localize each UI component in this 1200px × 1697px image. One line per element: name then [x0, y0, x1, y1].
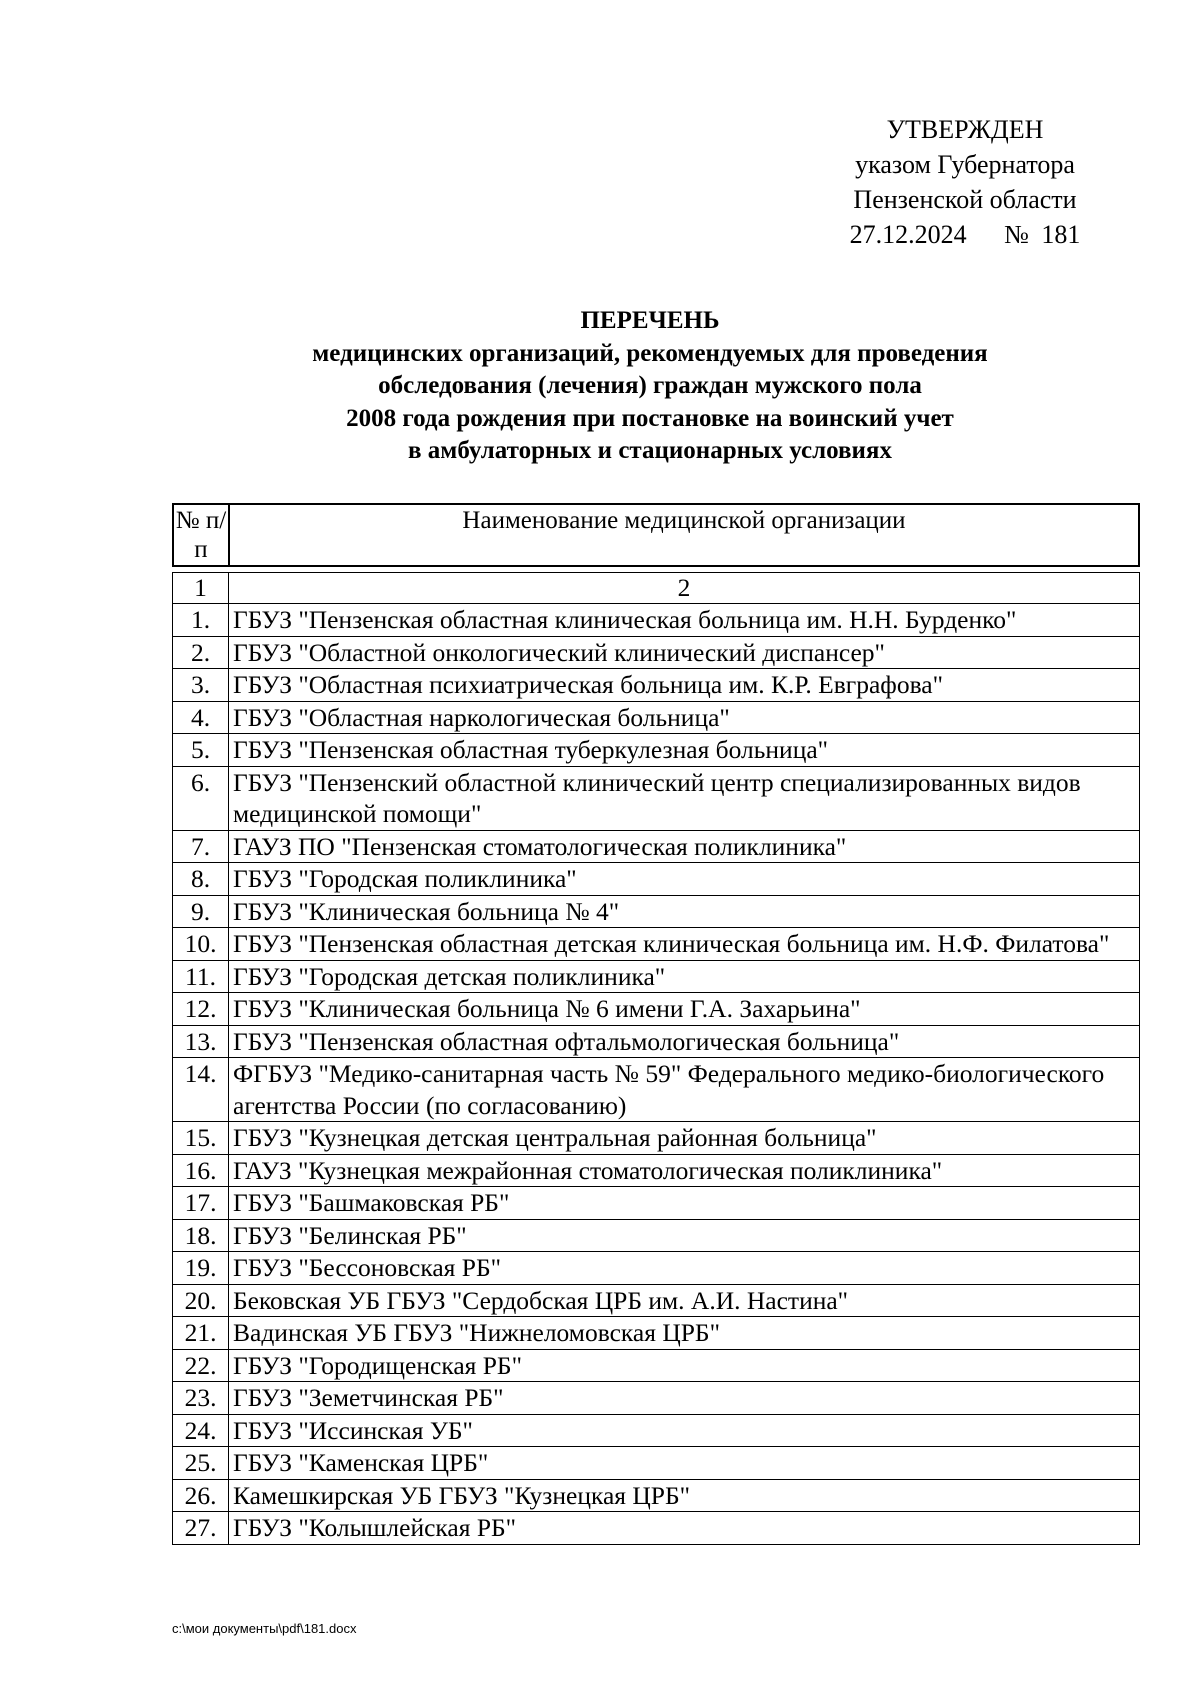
row-number: 1.	[173, 604, 229, 637]
organization-name: ГБУЗ "Башмаковская РБ"	[229, 1187, 1140, 1220]
table-header	[172, 503, 1140, 567]
organization-name: ГБУЗ "Городищенская РБ"	[229, 1349, 1140, 1382]
approval-date-number: 27.12.2024 № 181	[849, 220, 1081, 249]
heading-title: ПЕРЕЧЕНЬ	[580, 307, 720, 334]
table-row	[173, 1154, 1140, 1187]
organization-name: ГБУЗ "Пензенская областная офтальмологическая больница"	[229, 1025, 1140, 1058]
table-row	[173, 993, 1140, 1026]
row-number: 20.	[173, 1284, 229, 1317]
row-number: 23.	[173, 1382, 229, 1415]
table-row	[173, 928, 1140, 961]
organization-name: ГБУЗ "Бессоновская РБ"	[229, 1252, 1140, 1285]
organization-name: ГБУЗ "Пензенский областной клинический центр специализированных видов медицинской помощи"	[229, 766, 1140, 830]
table-row	[173, 1414, 1140, 1447]
heading-line-1: медицинских организаций, рекомендуемых для проведения	[312, 339, 988, 367]
organizations-table	[172, 572, 1140, 1545]
heading-line-3: 2008 года рождения при постановке на воинский учет	[346, 404, 954, 432]
column-number-2: 2	[229, 573, 1140, 604]
table-row	[173, 636, 1140, 669]
organization-name: ГБУЗ "Областной онкологический клинический диспансер"	[229, 636, 1140, 669]
organization-name: Бековская УБ ГБУЗ "Сердобская ЦРБ им. А.И. Настина"	[229, 1284, 1140, 1317]
row-number: 19.	[173, 1252, 229, 1285]
row-number: 6.	[173, 766, 229, 830]
table-row	[173, 863, 1140, 896]
organization-name: ГБУЗ "Областная психиатрическая больница им. К.Р. Евграфова"	[229, 669, 1140, 702]
heading-line-2: обследования (лечения) граждан мужского пола	[378, 372, 922, 399]
table-row	[173, 1382, 1140, 1415]
table-row	[173, 604, 1140, 637]
table-row	[173, 766, 1140, 830]
document-heading	[170, 305, 1130, 468]
row-number: 17.	[173, 1187, 229, 1220]
table-row	[173, 1512, 1140, 1545]
organization-name: ГБУЗ "Каменская ЦРБ"	[229, 1447, 1140, 1480]
organization-name: ГБУЗ "Иссинская УБ"	[229, 1414, 1140, 1447]
table-row	[173, 960, 1140, 993]
row-number: 2.	[173, 636, 229, 669]
row-number: 7.	[173, 830, 229, 863]
organization-name: ГАУЗ "Кузнецкая межрайонная стоматологическая поликлиника"	[229, 1154, 1140, 1187]
row-number: 3.	[173, 669, 229, 702]
row-number: 13.	[173, 1025, 229, 1058]
table-row	[173, 734, 1140, 767]
organization-name: ГБУЗ "Клиническая больница № 4"	[229, 895, 1140, 928]
row-number: 8.	[173, 863, 229, 896]
approval-title: УТВЕРЖДЕН	[886, 115, 1044, 144]
row-number: 16.	[173, 1154, 229, 1187]
table-row	[173, 1187, 1140, 1220]
table-row	[173, 1122, 1140, 1155]
organization-name: ГБУЗ "Областная наркологическая больница"	[229, 701, 1140, 734]
table-row	[173, 1058, 1140, 1122]
organization-name: ГБУЗ "Кузнецкая детская центральная районная больница"	[229, 1122, 1140, 1155]
row-number: 21.	[173, 1317, 229, 1350]
table-row	[173, 830, 1140, 863]
table-row	[173, 1447, 1140, 1480]
row-number: 22.	[173, 1349, 229, 1382]
organization-name: ГБУЗ "Городская детская поликлиника"	[229, 960, 1140, 993]
column-number-row	[173, 573, 1140, 604]
table-row	[173, 1317, 1140, 1350]
organization-name: Вадинская УБ ГБУЗ "Нижнеломовская ЦРБ"	[229, 1317, 1140, 1350]
footer-file-path: c:\мои документы\pdf\181.docx	[172, 1621, 357, 1636]
organization-name: ГБУЗ "Земетчинская РБ"	[229, 1382, 1140, 1415]
column-number-1: 1	[173, 573, 229, 604]
row-number: 27.	[173, 1512, 229, 1545]
organization-name: ФГБУЗ "Медико-санитарная часть № 59" Федерального медико-биологического агентства России (по согласованию)	[229, 1058, 1140, 1122]
organization-name: ГБУЗ "Клиническая больница № 6 имени Г.А. Захарьина"	[229, 993, 1140, 1026]
row-number: 18.	[173, 1219, 229, 1252]
organization-name: ГБУЗ "Пензенская областная туберкулезная больница"	[229, 734, 1140, 767]
row-number: 9.	[173, 895, 229, 928]
row-number: 26.	[173, 1479, 229, 1512]
organization-name: ГБУЗ "Городская поликлиника"	[229, 863, 1140, 896]
row-number: 11.	[173, 960, 229, 993]
approval-block	[800, 112, 1130, 252]
table-row	[173, 1349, 1140, 1382]
table-row	[173, 1219, 1140, 1252]
organization-name: ГБУЗ "Колышлейская РБ"	[229, 1512, 1140, 1545]
row-number: 24.	[173, 1414, 229, 1447]
table-row	[173, 1252, 1140, 1285]
row-number: 5.	[173, 734, 229, 767]
table-row	[173, 1025, 1140, 1058]
organization-name: ГБУЗ "Белинская РБ"	[229, 1219, 1140, 1252]
row-number: 25.	[173, 1447, 229, 1480]
header-name-column: Наименование медицинской организации	[462, 507, 906, 534]
heading-line-4: в амбулаторных и стационарных условиях	[408, 437, 892, 464]
row-number: 15.	[173, 1122, 229, 1155]
table-row	[173, 669, 1140, 702]
organization-name: Камешкирская УБ ГБУЗ "Кузнецкая ЦРБ"	[229, 1479, 1140, 1512]
table-row	[173, 895, 1140, 928]
table-row	[173, 701, 1140, 734]
table-row	[173, 1284, 1140, 1317]
organization-name: ГБУЗ "Пензенская областная детская клиническая больница им. Н.Ф. Филатова"	[229, 928, 1140, 961]
row-number: 12.	[173, 993, 229, 1026]
row-number: 14.	[173, 1058, 229, 1122]
organization-name: ГАУЗ ПО "Пензенская стоматологическая поликлиника"	[229, 830, 1140, 863]
row-number: 10.	[173, 928, 229, 961]
approval-decree: указом Губернатора	[855, 150, 1075, 179]
approval-region: Пензенской области	[853, 185, 1077, 214]
organization-name: ГБУЗ "Пензенская областная клиническая больница им. Н.Н. Бурденко"	[229, 604, 1140, 637]
row-number: 4.	[173, 701, 229, 734]
table-row	[173, 1479, 1140, 1512]
header-number-column: № п/п	[174, 505, 230, 565]
